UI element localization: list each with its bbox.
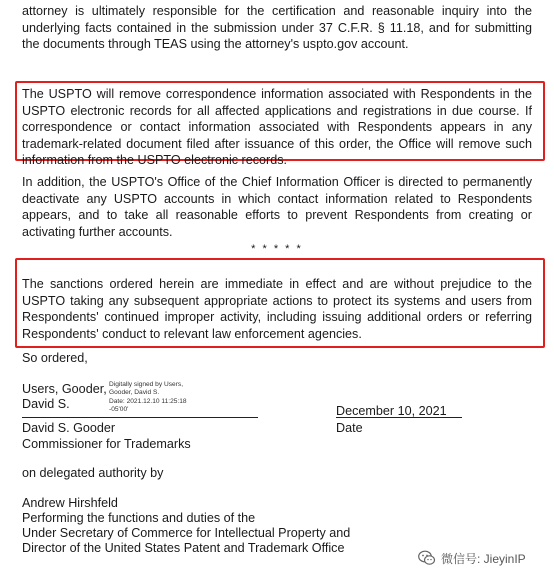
digital-signature-line: -05'00' [109,406,129,414]
authority-role-line: Under Secretary of Commerce for Intellectual Property and [22,526,351,540]
signer-name-line1: Users, Gooder, [22,382,107,396]
wechat-icon [418,550,436,566]
signature-rule [22,417,258,418]
authority-name: Andrew Hirshfeld [22,496,118,510]
paragraph-sanctions: The sanctions ordered herein are immediate in effect and are without prejudice to the USPTO taking any subsequent appropriate actions to protect its systems and users from Respondents' continued improper activity, including issuing additional orders or referring Respondents' conduct to relevant law enforcement agencies. [22,277,532,341]
section-separator: * * * * * [251,243,303,255]
authority-role-line: Director of the United States Patent and Trademark Office [22,541,345,555]
signatory-name: David S. Gooder [22,421,116,435]
date-rule [336,417,462,418]
paragraph-certification: attorney is ultimately responsible for the certification and reasonable inquiry into the underlying facts contained in the submission under 37 C.F.R. § 11.18, and for submitting the documents through TEAS using the attorney's uspto.gov account. [22,4,532,51]
signatory-title: Commissioner for Trademarks [22,437,191,451]
watermark-text: 微信号: JieyinIP [441,551,526,566]
digital-signature-line: Date: 2021.12.10 11:25:18 [109,397,187,405]
digital-signature-line: Digitally signed by Users, [109,381,184,388]
paragraph-account-deactivation: In addition, the USPTO's Office of the Chief Information Officer is directed to permanently deactivate any USPTO accounts in which contact information related to Respondents appears, and to take all reasonable efforts to prevent Respondents from creating or activating further accounts. [22,175,532,239]
wechat-watermark [418,548,526,568]
date-label: Date [336,421,363,435]
authority-role-line: Performing the functions and duties of the [22,511,256,525]
paragraph-correspondence-removal: The USPTO will remove correspondence information associated with Respondents in the USPTO electronic records for all affected applications and registrations in due course. If correspondence or contact information associated with Respondents appears in any trademark-related document filed after issuance of this order, the Office will remove such information from the USPTO electronic records. [22,87,532,167]
signer-name-line2: David S. [22,397,70,411]
closing-so-ordered: So ordered, [22,351,88,365]
digital-signature-stamp [109,381,187,415]
signature-date-value: December 10, 2021 [336,404,447,418]
digital-signature-line: Gooder, David S. [109,389,160,397]
delegated-authority-line: on delegated authority by [22,466,164,480]
